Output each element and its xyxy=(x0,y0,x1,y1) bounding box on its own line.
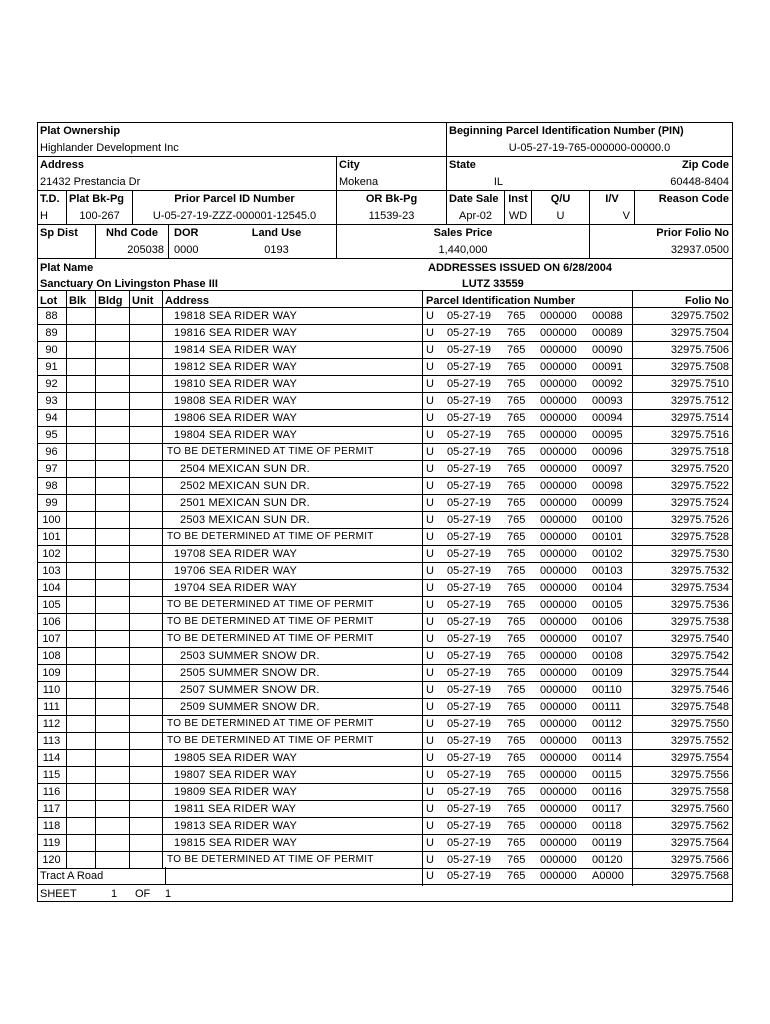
street-address: 19804 SEA RIDER WAY xyxy=(174,429,298,441)
td-value: H xyxy=(40,210,48,222)
pin-value: U-05-27-19-765-000000-00000.0 xyxy=(508,142,671,154)
folio-number: 32975.7548 xyxy=(670,701,729,713)
lot-number: 108 xyxy=(42,650,61,662)
folio-number: 32975.7508 xyxy=(670,361,729,373)
prior-parcel-value: U-05-27-19-ZZZ-000001-12545.0 xyxy=(152,210,317,222)
folio-number: 32975.7510 xyxy=(670,378,729,390)
city-label: City xyxy=(339,159,360,171)
street-address: 19818 SEA RIDER WAY xyxy=(174,310,298,322)
folio-number: 32975.7512 xyxy=(670,395,729,407)
lot-number: 105 xyxy=(42,599,61,611)
land-use-label: Land Use xyxy=(251,227,302,239)
parcel-id: U 05-27-19 765 000000 00089 xyxy=(426,327,623,339)
plat-ownership-value: Highlander Development Inc xyxy=(40,142,179,154)
lot-number: 100 xyxy=(42,514,61,526)
zip-label: Zip Code xyxy=(681,159,729,171)
street-address: TO BE DETERMINED AT TIME OF PERMIT xyxy=(167,854,374,865)
address-value: 21432 Prestancia Dr xyxy=(40,176,141,188)
parcel-id: U 05-27-19 765 000000 00120 xyxy=(426,854,623,866)
qu-value: U xyxy=(556,210,565,222)
street-address: 2507 SUMMER SNOW DR. xyxy=(180,684,320,696)
street-address: 2503 MEXICAN SUN DR. xyxy=(180,514,310,526)
col-folio: Folio No xyxy=(685,295,729,307)
col-address: Address xyxy=(165,295,210,307)
address-label: Address xyxy=(40,159,85,171)
folio-number: 32975.7536 xyxy=(670,599,729,611)
lutz-zip: LUTZ 33559 xyxy=(462,278,524,290)
parcel-id: U 05-27-19 765 000000 00109 xyxy=(426,667,623,679)
or-bkpg-label: OR Bk-Pg xyxy=(365,193,418,205)
parcel-id: U 05-27-19 765 000000 00117 xyxy=(426,803,622,815)
lot-number: 89 xyxy=(45,327,58,339)
parcel-id: U 05-27-19 765 000000 00100 xyxy=(426,514,623,526)
sales-price-label: Sales Price xyxy=(433,227,493,239)
street-address: 19810 SEA RIDER WAY xyxy=(174,378,298,390)
plat-name-label: Plat Name xyxy=(40,262,94,274)
street-address: 19704 SEA RIDER WAY xyxy=(174,582,298,594)
street-address: 19812 SEA RIDER WAY xyxy=(174,361,298,373)
folio-number: 32975.7556 xyxy=(670,769,729,781)
folio-number: 32975.7546 xyxy=(670,684,729,696)
lot-number: 112 xyxy=(42,718,61,730)
col-lot: Lot xyxy=(40,295,58,307)
parcel-id: U 05-27-19 765 000000 00114 xyxy=(426,752,622,764)
sp-dist-label: Sp Dist xyxy=(40,227,78,239)
street-address: 2509 SUMMER SNOW DR. xyxy=(180,701,320,713)
street-address: 19814 SEA RIDER WAY xyxy=(174,344,298,356)
street-address: TO BE DETERMINED AT TIME OF PERMIT xyxy=(167,599,374,610)
parcel-id: U 05-27-19 765 000000 00091 xyxy=(426,361,623,373)
parcel-id: U 05-27-19 765 000000 00118 xyxy=(426,820,622,832)
lot-number: 103 xyxy=(42,565,61,577)
prior-folio-value: 32937.0500 xyxy=(670,244,729,256)
inst-label: Inst xyxy=(508,193,528,205)
lot-number: 88 xyxy=(45,310,58,322)
td-label: T.D. xyxy=(40,193,60,205)
street-address: 19816 SEA RIDER WAY xyxy=(174,327,298,339)
parcel-id: U 05-27-19 765 000000 00101 xyxy=(426,531,623,543)
street-address: TO BE DETERMINED AT TIME OF PERMIT xyxy=(167,718,374,729)
lot-number: 98 xyxy=(45,480,58,492)
street-address: 2505 SUMMER SNOW DR. xyxy=(180,667,320,679)
street-address: TO BE DETERMINED AT TIME OF PERMIT xyxy=(167,633,374,644)
lot-number: 97 xyxy=(45,463,58,475)
lot-number: 118 xyxy=(42,820,61,832)
sheet-label: SHEET xyxy=(40,888,77,900)
lot-number: 95 xyxy=(45,429,58,441)
parcel-id: U 05-27-19 765 000000 00097 xyxy=(426,463,623,475)
street-address: TO BE DETERMINED AT TIME OF PERMIT xyxy=(167,446,374,457)
folio-number: 32975.7506 xyxy=(670,344,729,356)
sheet-total: 1 xyxy=(165,888,172,900)
plat-name-value: Sanctuary On Livingston Phase III xyxy=(40,278,218,290)
folio-number: 32975.7558 xyxy=(670,786,729,798)
parcel-id: U 05-27-19 765 000000 00119 xyxy=(426,837,622,849)
parcel-id: U 05-27-19 765 000000 00094 xyxy=(426,412,623,424)
lot-number: 117 xyxy=(42,803,61,815)
col-blk: Blk xyxy=(69,295,87,307)
lot-number: 109 xyxy=(42,667,61,679)
street-address: TO BE DETERMINED AT TIME OF PERMIT xyxy=(167,735,374,746)
parcel-id: U 05-27-19 765 000000 00108 xyxy=(426,650,623,662)
parcel-id: U 05-27-19 765 000000 00099 xyxy=(426,497,623,509)
pin-label: Beginning Parcel Identification Number (PIN) xyxy=(449,125,684,137)
lot-number: 94 xyxy=(45,412,58,424)
street-address: 19813 SEA RIDER WAY xyxy=(174,820,298,832)
iv-value: V xyxy=(622,210,630,222)
lot-number: 115 xyxy=(42,769,61,781)
parcel-id: U 05-27-19 765 000000 00095 xyxy=(426,429,623,441)
lot-number: 110 xyxy=(42,684,61,696)
tract-folio: 32975.7568 xyxy=(670,870,729,882)
parcel-id: U 05-27-19 765 000000 00115 xyxy=(426,769,622,781)
parcel-id: U 05-27-19 765 000000 00110 xyxy=(426,684,622,696)
folio-number: 32975.7534 xyxy=(670,582,729,594)
parcel-id: U 05-27-19 765 000000 00104 xyxy=(426,582,623,594)
city-value: Mokena xyxy=(339,176,379,188)
plat-sheet xyxy=(37,122,733,902)
street-address: 2503 SUMMER SNOW DR. xyxy=(180,650,320,662)
addresses-issued: ADDRESSES ISSUED ON 6/28/2004 xyxy=(428,262,613,274)
parcel-id: U 05-27-19 765 000000 00102 xyxy=(426,548,623,560)
lot-number: 113 xyxy=(42,735,61,747)
street-address: 19815 SEA RIDER WAY xyxy=(174,837,298,849)
street-address: 2504 MEXICAN SUN DR. xyxy=(180,463,310,475)
street-address: 19708 SEA RIDER WAY xyxy=(174,548,298,560)
folio-number: 32975.7560 xyxy=(670,803,729,815)
lot-number: 106 xyxy=(42,616,61,628)
tract-pin: U 05-27-19 765 000000 A0000 xyxy=(426,870,624,882)
street-address: 19706 SEA RIDER WAY xyxy=(174,565,298,577)
sheet-of: OF xyxy=(135,888,151,900)
parcel-id: U 05-27-19 765 000000 00096 xyxy=(426,446,623,458)
folio-number: 32975.7524 xyxy=(670,497,729,509)
reason-code-label: Reason Code xyxy=(658,193,729,205)
dor-label: DOR xyxy=(174,227,199,239)
dor-value: 0000 xyxy=(174,244,199,256)
lot-number: 120 xyxy=(42,854,61,866)
col-unit: Unit xyxy=(132,295,154,307)
folio-number: 32975.7520 xyxy=(670,463,729,475)
state-label: State xyxy=(449,159,476,171)
lot-number: 93 xyxy=(45,395,58,407)
street-address: TO BE DETERMINED AT TIME OF PERMIT xyxy=(167,531,374,542)
tract-label: Tract A Road xyxy=(40,870,104,882)
lot-number: 101 xyxy=(42,531,61,543)
street-address: 19806 SEA RIDER WAY xyxy=(174,412,298,424)
plat-bkpg-label: Plat Bk-Pg xyxy=(69,193,125,205)
street-address: TO BE DETERMINED AT TIME OF PERMIT xyxy=(167,616,374,627)
parcel-id: U 05-27-19 765 000000 00112 xyxy=(426,718,622,730)
parcel-id: U 05-27-19 765 000000 00107 xyxy=(426,633,623,645)
parcel-id: U 05-27-19 765 000000 00106 xyxy=(426,616,623,628)
parcel-id: U 05-27-19 765 000000 00088 xyxy=(426,310,623,322)
lot-number: 119 xyxy=(42,837,61,849)
lot-number: 99 xyxy=(45,497,58,509)
parcel-id: U 05-27-19 765 000000 00111 xyxy=(426,701,621,713)
nhd-code-label: Nhd Code xyxy=(106,227,158,239)
lot-number: 92 xyxy=(45,378,58,390)
street-address: 19805 SEA RIDER WAY xyxy=(174,752,298,764)
date-sale-value: Apr-02 xyxy=(458,210,493,222)
nhd-code-value: 205038 xyxy=(127,244,164,256)
parcel-id: U 05-27-19 765 000000 00105 xyxy=(426,599,623,611)
parcel-id: U 05-27-19 765 000000 00092 xyxy=(426,378,623,390)
folio-number: 32975.7544 xyxy=(670,667,729,679)
col-pin: Parcel Identification Number xyxy=(426,295,576,307)
folio-number: 32975.7562 xyxy=(670,820,729,832)
state-value: IL xyxy=(493,176,503,188)
date-sale-label: Date Sale xyxy=(449,193,499,205)
folio-number: 32975.7526 xyxy=(670,514,729,526)
lot-number: 104 xyxy=(42,582,61,594)
prior-folio-label: Prior Folio No xyxy=(656,227,729,239)
lot-number: 96 xyxy=(45,446,58,458)
folio-number: 32975.7566 xyxy=(670,854,729,866)
lot-number: 114 xyxy=(42,752,61,764)
lot-number: 107 xyxy=(42,633,61,645)
folio-number: 32975.7564 xyxy=(670,837,729,849)
parcel-id: U 05-27-19 765 000000 00090 xyxy=(426,344,623,356)
folio-number: 32975.7538 xyxy=(670,616,729,628)
col-bldg: Bldg xyxy=(98,295,123,307)
inst-value: WD xyxy=(508,210,528,222)
street-address: 19809 SEA RIDER WAY xyxy=(174,786,298,798)
iv-label: I/V xyxy=(605,193,619,205)
or-bkpg-value: 11539-23 xyxy=(368,210,415,222)
parcel-id: U 05-27-19 765 000000 00098 xyxy=(426,480,623,492)
parcel-id: U 05-27-19 765 000000 00116 xyxy=(426,786,622,798)
folio-number: 32975.7530 xyxy=(670,548,729,560)
lot-number: 90 xyxy=(45,344,58,356)
prior-parcel-label: Prior Parcel ID Number xyxy=(174,193,295,205)
lot-number: 111 xyxy=(43,701,60,713)
street-address: 19807 SEA RIDER WAY xyxy=(174,769,298,781)
folio-number: 32975.7552 xyxy=(670,735,729,747)
qu-label: Q/U xyxy=(550,193,571,205)
lot-number: 91 xyxy=(45,361,58,373)
folio-number: 32975.7550 xyxy=(670,718,729,730)
street-address: 2501 MEXICAN SUN DR. xyxy=(180,497,310,509)
folio-number: 32975.7516 xyxy=(670,429,729,441)
plat-ownership-label: Plat Ownership xyxy=(40,125,121,137)
plat-bkpg-value: 100-267 xyxy=(79,210,120,222)
street-address: 19808 SEA RIDER WAY xyxy=(174,395,298,407)
folio-number: 32975.7502 xyxy=(670,310,729,322)
folio-number: 32975.7522 xyxy=(670,480,729,492)
folio-number: 32975.7542 xyxy=(670,650,729,662)
parcel-id: U 05-27-19 765 000000 00113 xyxy=(426,735,622,747)
folio-number: 32975.7514 xyxy=(670,412,729,424)
lot-number: 116 xyxy=(42,786,61,798)
folio-number: 32975.7554 xyxy=(670,752,729,764)
folio-number: 32975.7528 xyxy=(670,531,729,543)
land-use-value: 0193 xyxy=(264,244,289,256)
sales-price-value: 1,440,000 xyxy=(438,244,488,256)
folio-number: 32975.7518 xyxy=(670,446,729,458)
street-address: 19811 SEA RIDER WAY xyxy=(174,803,297,815)
zip-value: 60448-8404 xyxy=(670,176,729,188)
parcel-id: U 05-27-19 765 000000 00093 xyxy=(426,395,623,407)
folio-number: 32975.7504 xyxy=(670,327,729,339)
parcel-id: U 05-27-19 765 000000 00103 xyxy=(426,565,623,577)
lot-number: 102 xyxy=(42,548,61,560)
folio-number: 32975.7532 xyxy=(670,565,729,577)
sheet-number: 1 xyxy=(111,888,118,900)
street-address: 2502 MEXICAN SUN DR. xyxy=(180,480,310,492)
folio-number: 32975.7540 xyxy=(670,633,729,645)
